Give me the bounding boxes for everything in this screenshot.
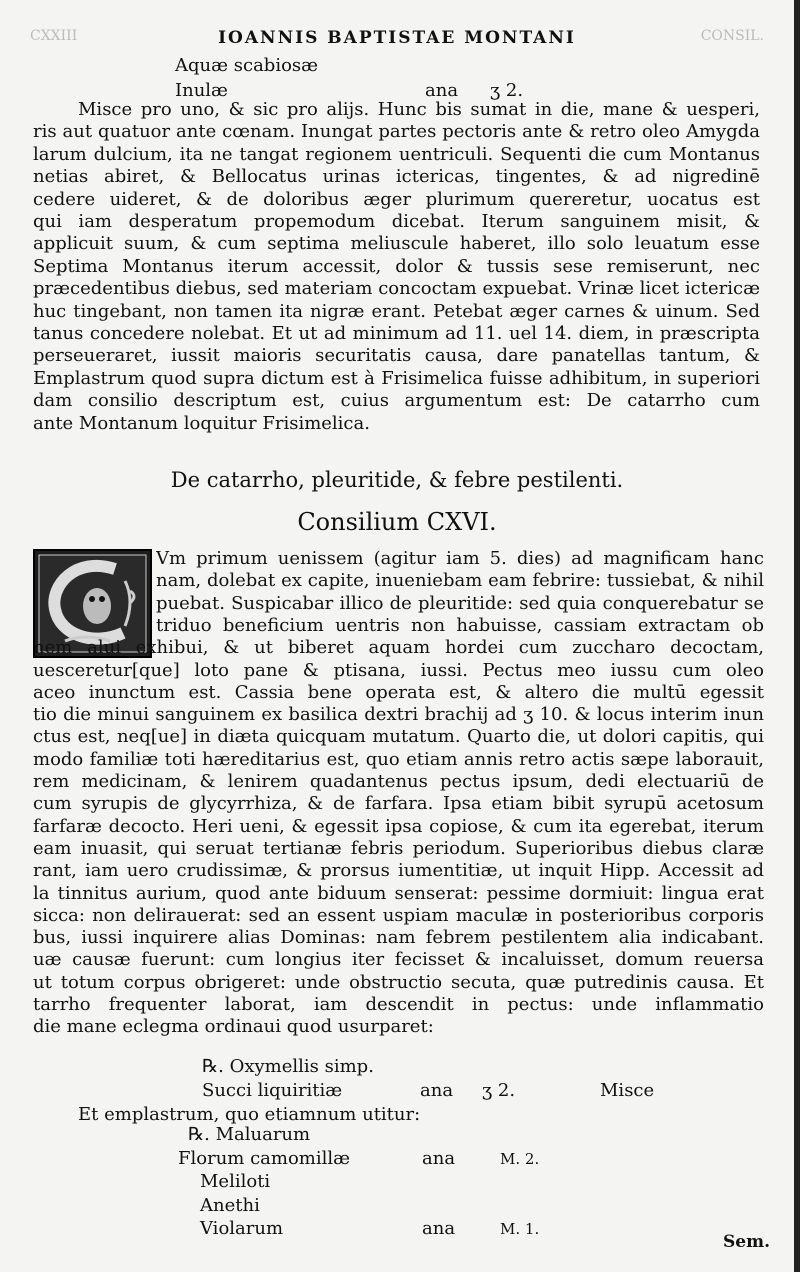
text-line: perseueraret, iussit maioris securitatis causa, dare panatellas tantum, &	[33, 345, 760, 367]
bleed-through-header: CONSIL.	[700, 28, 764, 44]
text-line: sicca: non delirauerat: sed an essent uspiam maculæ in posterioribus corporis	[33, 904, 764, 926]
text-line: uesceretur[que] loto pane & ptisana, iussi. Pectus meo iussu cum oleo	[33, 659, 764, 681]
recipe-ana: ana	[425, 80, 459, 101]
catchword: Sem.	[723, 1232, 770, 1252]
text-line: larum dulcium, ita ne tangat regionem uentriculi. Sequenti die cum Montanus	[33, 143, 760, 165]
text-line: qui iam desperatum propemodum dicebat. Iterum sanguinem misit, &	[33, 211, 760, 232]
text-line: netias abiret, & Bellocatus urinas ictericas, tingentes, & ad nigredinē	[33, 166, 760, 188]
recipe-dose: M. 2.	[500, 1149, 540, 1168]
text-line: eam inuasit, qui seruat tertianæ febris periodum. Superioribus diebus claræ	[33, 837, 764, 859]
recipe-item: Aquæ scabiosæ	[175, 55, 319, 76]
recipe-item: Inulæ	[175, 80, 228, 101]
recipe-item: Meliloti	[200, 1171, 271, 1192]
recipe-item: ℞. Maluarum	[188, 1124, 311, 1145]
text-line: cedere uideret, & de doloribus æger plurimum quereretur, uocatus est	[33, 188, 760, 210]
text-line: Emplastrum quod supra dictum est à Frisimelica fuisse adhibitum, in superiori	[33, 367, 760, 389]
text-line: modo familiæ toti hæreditarius est, quo etiam annis retro actis sæpe laborauit,	[33, 748, 764, 770]
text-line: ris aut quatuor ante cœnam. Inungat partes pectoris ante & retro oleo Amygda	[33, 121, 760, 143]
running-title: IOANNIS BAPTISTAE MONTANI	[218, 28, 576, 48]
text-line: nam, dolebat ex capite, inueniebam eam febrire: tussiebat, & nihil	[156, 570, 764, 592]
text-line: farfaræ decocto. Heri ueni, & egessit ipsa copiose, & cum ita egerebat, iterum	[33, 815, 764, 837]
recipe-oxymel: ℞. Oxymellis simp.	[202, 1056, 374, 1077]
text-line: la tinnitus aurium, quod ante biduum senserat: pessime dormiuit: lingua erat	[33, 882, 764, 904]
text-line: ut totum corpus obrigeret: unde obstructio secuta, quæ putredinis causa. Et	[33, 971, 764, 993]
text-line: uæ causæ fuerunt: cum longius iter fecisset & incaluisset, domum reuersa	[33, 949, 764, 971]
recipe-ana: ana	[422, 1218, 456, 1239]
text-line: dam consilio descriptum est, cuius argumentum est: De catarrho cum	[33, 390, 760, 412]
text-line: tarrho frequenter laborat, iam descendit in pectus: unde inflammatio	[33, 994, 764, 1015]
recipe-liquorice: Succi liquiritiæ	[202, 1080, 343, 1101]
text-line: Septima Montanus iterum accessit, dolor & tussis sese remiserunt, nec	[33, 255, 760, 277]
bleed-through-folio: CXXIII	[30, 28, 78, 44]
text-line: puebat. Suspicabar illico de pleuritide: sed quia conquerebatur se	[156, 592, 764, 614]
text-line: rant, iam uero crudissimæ, & prorsus iumentitiæ, ut inquit Hipp. Accessit ad	[33, 860, 764, 882]
text-line: applicuit suum, & cum septima meliuscule haberet, illo solo leuatum esse	[33, 233, 760, 255]
text-line: huc tingebant, non tamen ita nigræ erant. Petebat æger carnes & uinum. Sed	[33, 300, 760, 322]
text-line: tanus concedere nolebat. Et ut ad minimum ad 11. uel 14. diem, in præscripta	[33, 323, 760, 344]
recipe-item: Violarum	[200, 1218, 284, 1239]
recipe-dose: ʒ 2.	[482, 1080, 516, 1101]
text-line: ante Montanum loquitur Frisimelica.	[33, 412, 370, 434]
emplastrum-line: Et emplastrum, quo etiamnum utitur:	[78, 1104, 421, 1125]
text-line: aceo inunctum est. Cassia bene operata est, & altero die multū egessit	[33, 681, 764, 703]
text-line: ctus est, neq[ue] in diæta quicquam mutatum. Quarto die, ut dolori capitis, qui	[33, 726, 764, 748]
text-line: bus, iussi inquirere alias Dominas: nam febrem pestilentem alia indicabant.	[33, 927, 764, 949]
text-line: cum syrupis de glycyrrhiza, & de farfara. Ipsa etiam bibit syrupū acetosum	[33, 793, 764, 815]
recipe-ana: ana	[422, 1147, 456, 1169]
text-line: rem medicinam, & lenirem quadantenus pectus ipsum, dedi electuariū de	[33, 771, 764, 792]
text-line: nem alui exhibui, & ut biberet aquam hordei cum zuccharo decoctam,	[33, 637, 764, 659]
recipe-dose: M. 1.	[500, 1220, 540, 1238]
text-line: Misce pro uno, & sic pro alijs. Hunc bis sumat in die, mane & uesperi,	[78, 99, 760, 120]
recipe-ana: ana	[420, 1080, 454, 1101]
recipe-dose: ʒ 2.	[490, 80, 524, 101]
text-line: Vm primum uenissem (agitur iam 5. dies) ad magnificam hanc	[156, 548, 764, 569]
text-line: tio die minui sanguinem ex basilica dextri brachij ad ʒ 10. & locus interim inun	[33, 704, 764, 726]
recipe-misce: Misce	[600, 1080, 655, 1101]
recipe-item: Anethi	[200, 1194, 260, 1216]
consilium-title: Consilium CXVI.	[297, 508, 497, 536]
text-line: die mane eclegma ordinaui quod usurparet:	[33, 1016, 434, 1038]
text-line: præcedentibus diebus, sed materiam concoctam expuebat. Vrinæ licet ictericæ	[33, 278, 760, 300]
section-heading: De catarrho, pleuritide, & febre pestilenti.	[170, 468, 624, 492]
recipe-item: Florum camomillæ	[178, 1147, 351, 1169]
text-line: triduo beneficium uentris non habuisse, cassiam extractam ob	[156, 614, 764, 636]
